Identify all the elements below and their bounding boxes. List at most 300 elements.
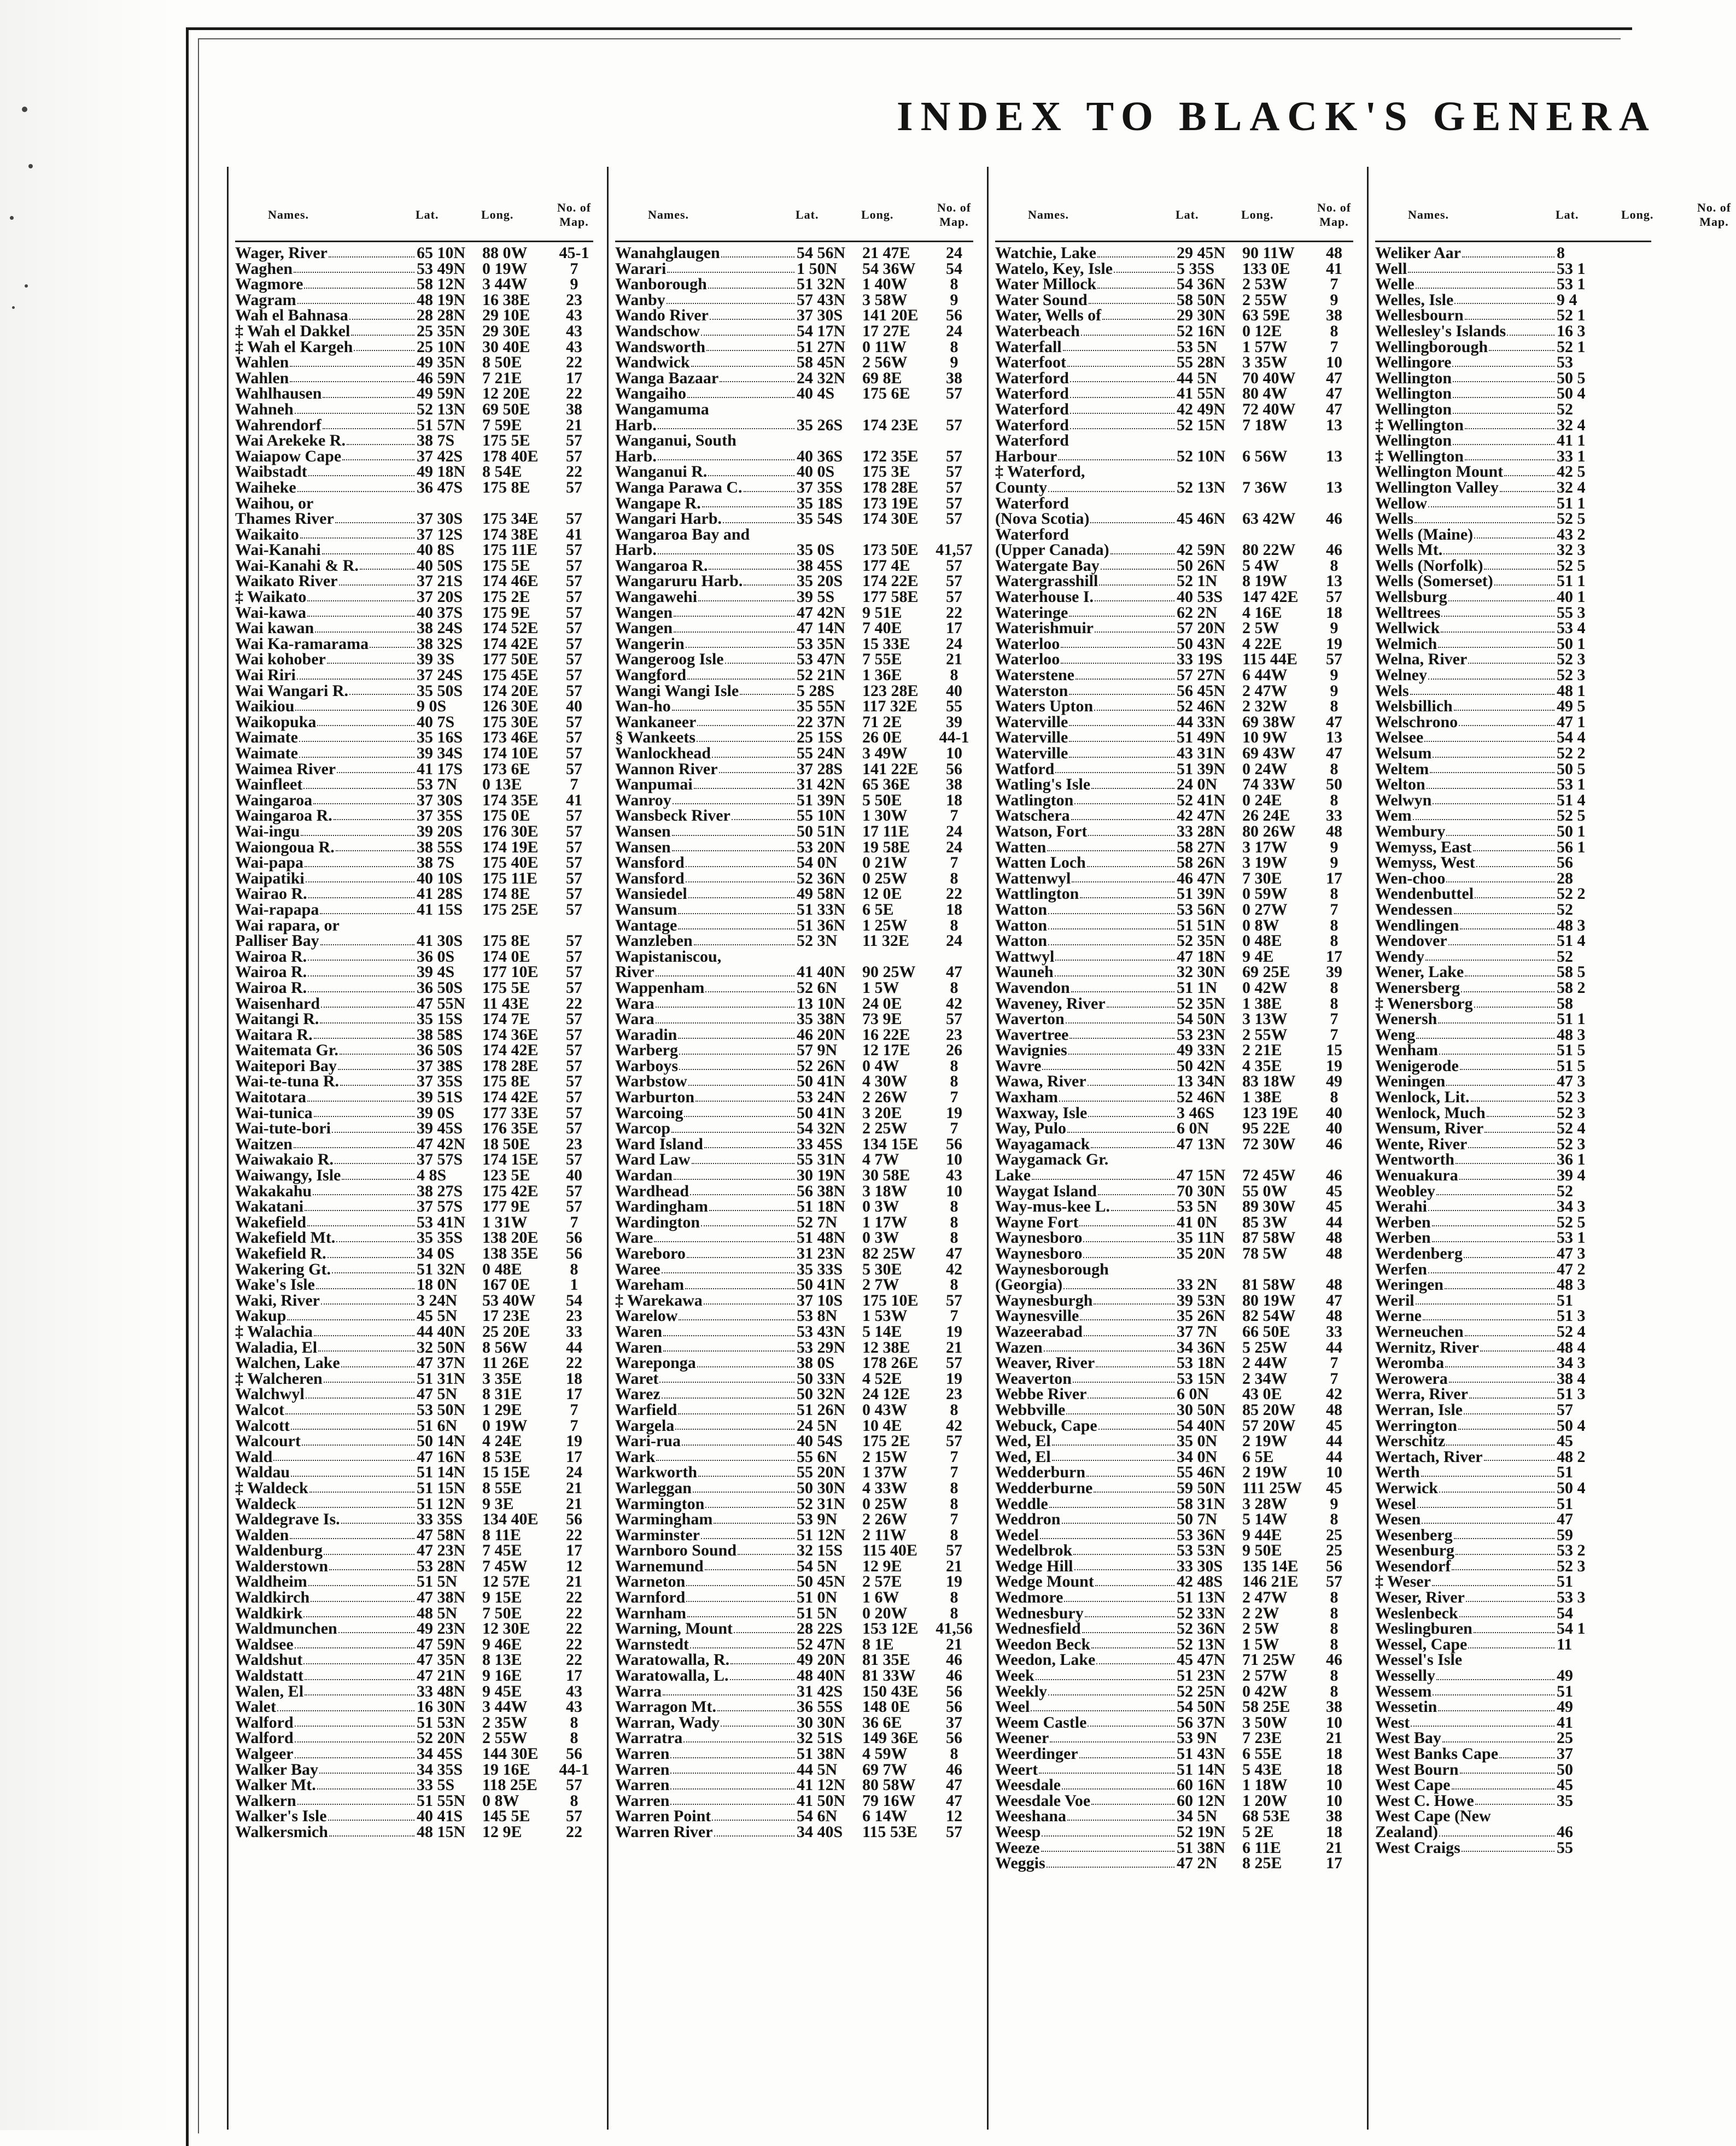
entry-longitude: 79 16W — [862, 1791, 916, 1810]
entry-name: Wangi Wangi Isle — [615, 683, 796, 699]
entry-latitude: 54 17N — [797, 321, 846, 340]
entry-latitude: 49 20N — [797, 1651, 846, 1669]
index-entry — [995, 964, 1353, 980]
index-entry — [995, 1574, 1353, 1590]
entry-latitude: 32 30N — [1177, 963, 1226, 981]
index-entry — [995, 1246, 1353, 1262]
index-entry — [1375, 402, 1651, 418]
entry-latitude: 37 35S — [417, 1072, 463, 1091]
index-entry — [615, 902, 973, 918]
entry-latitude: 50 14N — [417, 1432, 466, 1451]
index-entry — [1375, 1449, 1651, 1465]
index-entry — [995, 1730, 1353, 1746]
entry-map-number: 7 — [950, 1447, 958, 1466]
entry-latitude: 59 — [1557, 1525, 1573, 1544]
entry-name: Wai-tute-bori — [235, 1121, 416, 1137]
entry-name: Wakatani — [235, 1199, 416, 1215]
entry-name: County — [995, 480, 1176, 496]
entry-latitude: 53 9N — [1177, 1729, 1218, 1747]
entry-latitude: 55 3 — [1557, 603, 1586, 622]
entry-name: Wardan — [615, 1168, 796, 1184]
entry-latitude: 40 1 — [1557, 588, 1586, 606]
entry-name: Wedge Hill — [995, 1559, 1176, 1575]
index-entry — [995, 1074, 1353, 1090]
entry-map-number: 8 — [950, 1745, 958, 1763]
index-entry — [615, 1715, 973, 1731]
index-entry — [1375, 449, 1651, 465]
entry-longitude: 26 0E — [862, 728, 902, 747]
entry-name: Wargela — [615, 1418, 796, 1434]
entry-longitude: 150 43E — [862, 1682, 919, 1700]
entry-longitude: 72 40W — [1242, 400, 1296, 418]
entry-latitude: 50 1 — [1557, 634, 1586, 653]
index-entry — [1375, 1293, 1651, 1309]
index-entry — [1375, 1355, 1651, 1371]
index-entry — [995, 933, 1353, 949]
entry-name: Wellington — [1375, 371, 1556, 387]
entry-name: Warmington — [615, 1496, 796, 1512]
entry-latitude: 50 43N — [1177, 634, 1226, 653]
entry-map-number: 57 — [566, 603, 582, 622]
entry-map-number: 54 — [946, 259, 962, 278]
entry-map-number: 44-1 — [559, 1760, 589, 1779]
entry-map-number: 7 — [1330, 1025, 1338, 1044]
entry-map-number: 40 — [1326, 1119, 1342, 1138]
entry-latitude: 47 2N — [1177, 1854, 1218, 1873]
entry-latitude: 51 3 — [1557, 1385, 1586, 1404]
entry-latitude: 51 1N — [1177, 978, 1218, 997]
index-entry — [1375, 245, 1651, 261]
entry-map-number: 46 — [946, 1651, 962, 1669]
index-entry — [1375, 683, 1651, 699]
entry-name: Wakefield Mt. — [235, 1230, 416, 1246]
entry-name: Wattenwyl — [995, 871, 1176, 887]
entry-map-number: 56 — [566, 1510, 582, 1529]
entry-name: Waisenhard — [235, 996, 416, 1012]
entry-latitude: 51 26N — [797, 1400, 846, 1419]
entry-name: Weliker Aar — [1375, 245, 1556, 261]
entry-name: Weert — [995, 1762, 1176, 1778]
entry-name: Walkersmich — [235, 1825, 416, 1840]
entry-name: Wah el Bahnasa — [235, 308, 416, 324]
column-header — [235, 167, 593, 242]
entry-name: Warminster — [615, 1528, 796, 1543]
entry-latitude: 52 3 — [1557, 650, 1586, 669]
entry-map-number: 44 — [1326, 1432, 1342, 1451]
entry-map-number: 9 — [570, 275, 578, 294]
entry-map-number: 8 — [950, 978, 958, 997]
index-entry — [995, 355, 1353, 371]
entry-map-number: 47 — [1326, 1291, 1342, 1309]
entry-longitude: 2 19W — [1242, 1432, 1288, 1451]
entry-map-number: 22 — [566, 463, 582, 481]
entry-name: Weslingburen — [1375, 1621, 1556, 1637]
entry-latitude: 38 4 — [1557, 1369, 1586, 1388]
index-entry — [615, 621, 973, 636]
entry-latitude: 39 4S — [417, 963, 455, 981]
entry-map-number: 7 — [1330, 1369, 1338, 1388]
entry-longitude: 0 19W — [482, 259, 528, 278]
entry-latitude: 54 32N — [797, 1119, 846, 1138]
entry-latitude: 45 5N — [417, 1307, 458, 1325]
entry-latitude: 40 7S — [417, 712, 455, 731]
index-entry — [235, 980, 593, 996]
entry-longitude: 11 43E — [482, 994, 529, 1013]
entry-map-number: 44 — [1326, 1213, 1342, 1231]
entry-name: Wahlhausen — [235, 386, 416, 402]
entry-map-number: 57 — [566, 510, 582, 528]
index-entry — [1375, 777, 1651, 793]
entry-latitude: 41 28S — [417, 885, 463, 903]
entry-longitude: 177 50E — [482, 650, 539, 669]
entry-name: Waterford — [995, 494, 1069, 512]
entry-name: Waipatiki — [235, 871, 416, 887]
entry-name: Wakup — [235, 1308, 416, 1324]
entry-latitude: 37 35S — [417, 806, 463, 825]
entry-name: Lake — [995, 1168, 1176, 1184]
entry-name: Waynesborough — [995, 1260, 1109, 1278]
entry-map-number: 22 — [946, 885, 962, 903]
index-entry — [235, 1512, 593, 1528]
entry-name: Wardhead — [615, 1184, 796, 1200]
entry-longitude: 174 20E — [482, 681, 539, 700]
entry-latitude: 50 4 — [1557, 1478, 1586, 1497]
entry-name: Wara — [615, 996, 796, 1012]
entry-name: Watlington — [995, 793, 1176, 809]
entry-name: Wakering Gt. — [235, 1262, 416, 1278]
index-entry — [615, 1121, 973, 1137]
entry-longitude: 19 58E — [862, 838, 910, 856]
entry-name: Welton — [1375, 777, 1556, 793]
index-entry — [1375, 337, 1651, 356]
entry-name: Wessetin — [1375, 1699, 1556, 1715]
entry-name: Wara — [615, 1011, 796, 1027]
scan-speck — [25, 284, 28, 288]
index-entry — [995, 1137, 1353, 1153]
entry-latitude: 53 43N — [797, 1322, 846, 1341]
entry-name: Waren — [615, 1340, 796, 1356]
entry-map-number: 8 — [570, 1791, 578, 1810]
entry-latitude: 51 39N — [797, 791, 846, 809]
entry-latitude: 50 32N — [797, 1385, 846, 1404]
entry-longitude: 53 40W — [482, 1291, 536, 1309]
entry-latitude: 49 33N — [1177, 1041, 1226, 1060]
entry-map-number: 57 — [566, 556, 582, 575]
index-entry — [995, 1152, 1353, 1168]
entry-latitude: 41 — [1557, 1713, 1573, 1732]
entry-name: Wenlock, Lit. — [1375, 1090, 1556, 1106]
entry-longitude: 1 29E — [482, 1400, 522, 1419]
index-entry — [1375, 824, 1651, 840]
index-entry — [615, 261, 973, 277]
entry-latitude: 47 3 — [1557, 1072, 1586, 1091]
entry-name: Waladia, El — [235, 1340, 416, 1356]
entry-name: Wager, River — [235, 245, 416, 261]
index-entry — [995, 496, 1353, 512]
entry-latitude: 40 8S — [417, 541, 455, 559]
entry-name: Wensum, River — [1375, 1121, 1556, 1137]
entry-latitude: 41 15S — [417, 900, 463, 919]
index-entry — [995, 1418, 1353, 1434]
entry-latitude: 9 4 — [1557, 290, 1577, 309]
entry-map-number: 57 — [566, 963, 582, 981]
index-entry — [235, 918, 593, 934]
entry-longitude: 7 21E — [482, 369, 522, 387]
entry-latitude: 54 5N — [797, 1557, 838, 1575]
entry-map-number: 57 — [566, 572, 582, 590]
index-entry — [1375, 290, 1651, 309]
index-entry — [995, 1793, 1353, 1809]
index-entry — [1375, 1277, 1651, 1293]
entry-name: Waiapow Cape — [235, 449, 416, 465]
entry-longitude: 176 35E — [482, 1119, 539, 1138]
entry-latitude: 35 33S — [797, 1260, 843, 1278]
index-entry — [615, 1043, 973, 1059]
entry-name: Waygamack Gr. — [995, 1150, 1109, 1169]
entry-map-number: 43 — [566, 1682, 582, 1700]
index-entry — [235, 1434, 593, 1449]
entry-map-number: 8 — [1330, 885, 1338, 903]
entry-longitude: 5 4W — [1242, 556, 1279, 575]
index-entry — [235, 1621, 593, 1637]
entry-longitude: 175 5E — [482, 978, 530, 997]
entry-latitude: 39 34S — [417, 744, 463, 762]
entry-name: Waren — [615, 1324, 796, 1340]
entry-latitude: 47 16N — [417, 1447, 466, 1466]
entry-longitude: 173 19E — [862, 494, 919, 512]
entry-longitude: 144 30E — [482, 1745, 539, 1763]
entry-map-number: 48 — [1326, 1276, 1342, 1294]
entry-name: Wanborough — [615, 277, 796, 293]
entry-latitude: 54 — [1557, 1604, 1573, 1622]
entry-longitude: 7 18W — [1242, 416, 1288, 434]
entry-latitude: 39 45S — [417, 1119, 463, 1138]
entry-latitude: 59 50N — [1177, 1478, 1226, 1497]
entry-name: Wenham — [1375, 1043, 1556, 1059]
entry-latitude: 38 0S — [797, 1354, 835, 1372]
entry-longitude: 88 0W — [482, 244, 528, 262]
entry-latitude: 51 38N — [1177, 1838, 1226, 1857]
entry-latitude: 55 31N — [797, 1150, 846, 1169]
index-entry — [995, 1525, 1353, 1544]
entry-name: Welwyn — [1375, 793, 1556, 809]
entry-name: Waitzen — [235, 1137, 416, 1153]
entry-name: Walker's Isle — [235, 1809, 416, 1825]
entry-latitude: 47 1 — [1557, 712, 1586, 731]
entry-latitude: 51 — [1557, 1494, 1573, 1513]
entry-name: Wellesbourn — [1375, 308, 1556, 324]
entry-longitude: 175 34E — [482, 510, 539, 528]
entry-latitude: 31 42S — [797, 1682, 843, 1700]
entry-latitude: 57 27N — [1177, 666, 1226, 685]
entry-map-number: 7 — [950, 1119, 958, 1138]
index-entry — [235, 1215, 593, 1231]
index-entry — [995, 840, 1353, 856]
entry-name: Walet — [235, 1699, 416, 1715]
entry-name: Warburton — [615, 1090, 796, 1106]
entry-latitude: 51 57N — [417, 416, 466, 434]
entry-name: Wai-kawa — [235, 605, 416, 621]
entry-latitude: 37 28S — [797, 759, 843, 778]
entry-name: Wai-Kanahi & R. — [235, 558, 416, 574]
index-columns — [227, 167, 1732, 2130]
entry-map-number: 43 — [566, 1698, 582, 1716]
entry-longitude: 2 47W — [1242, 1588, 1288, 1607]
entry-name: Wavre — [995, 1059, 1176, 1074]
entry-map-number: 19 — [946, 1103, 962, 1122]
entry-name: Wesenburg — [1375, 1543, 1556, 1559]
entry-latitude: 3 46S — [1177, 1103, 1215, 1122]
index-entry — [615, 1496, 973, 1512]
index-entry — [995, 1262, 1353, 1278]
entry-map-number: 41 — [566, 525, 582, 543]
entry-map-number: 45 — [1326, 1197, 1342, 1216]
index-entry — [1375, 1543, 1651, 1559]
entry-name: Warren — [615, 1746, 796, 1762]
index-entry — [615, 402, 973, 418]
entry-latitude: 35 50S — [417, 681, 463, 700]
entry-map-number: 8 — [950, 1229, 958, 1247]
entry-map-number: 45 — [1326, 1182, 1342, 1200]
entry-longitude: 90 11W — [1242, 244, 1295, 262]
entry-map-number: 24 — [566, 1463, 582, 1482]
entry-latitude: 33 30S — [1177, 1557, 1223, 1575]
index-entry — [615, 840, 973, 856]
entry-longitude: 5 2E — [1242, 1822, 1274, 1841]
index-entry — [995, 1103, 1353, 1122]
entry-latitude: 56 38N — [797, 1182, 846, 1200]
entry-name: Watergrasshill — [995, 574, 1176, 589]
entry-map-number: 22 — [566, 994, 582, 1013]
column-header — [995, 167, 1353, 242]
index-entry — [1375, 1308, 1651, 1324]
entry-latitude: 51 55N — [417, 1791, 466, 1810]
entry-latitude: 47 15N — [1177, 1166, 1226, 1185]
entry-map-number: 56 — [946, 1729, 962, 1747]
entry-name: Warren — [615, 1777, 796, 1793]
entry-map-number: 33 — [566, 1322, 582, 1341]
entry-map-number: 8 — [1330, 994, 1338, 1013]
entry-longitude: 69 8E — [862, 369, 902, 387]
entry-map-number: 57 — [946, 494, 962, 512]
index-entry — [1375, 1512, 1651, 1528]
entry-latitude: 41 17S — [417, 759, 463, 778]
entry-longitude: 3 13W — [1242, 1010, 1288, 1028]
index-entry — [1375, 1793, 1651, 1809]
index-entry — [235, 855, 593, 871]
entry-map-number: 48 — [1326, 1307, 1342, 1325]
index-entry — [615, 464, 973, 480]
entry-name: Walcott — [235, 1418, 416, 1434]
entry-latitude: 60 16N — [1177, 1776, 1226, 1794]
index-entry — [995, 1606, 1353, 1622]
entry-longitude: 115 53E — [862, 1822, 917, 1841]
entry-longitude: 174 15E — [482, 1150, 539, 1169]
entry-longitude: 0 48E — [482, 1260, 522, 1278]
entry-latitude: 52 1 — [1557, 337, 1586, 356]
entry-longitude: 1 57W — [1242, 337, 1288, 356]
index-entry — [1375, 1809, 1651, 1825]
entry-map-number: 57 — [566, 947, 582, 966]
entry-name: Wellington — [1375, 402, 1556, 418]
entry-name: Waynesboro — [995, 1230, 1176, 1246]
entry-map-number: 40 — [946, 681, 962, 700]
entry-name: Weaverton — [995, 1371, 1176, 1387]
entry-latitude: 50 41N — [797, 1072, 846, 1091]
entry-map-number: 22 — [946, 603, 962, 622]
entry-longitude: 174 42E — [482, 1088, 539, 1107]
entry-name: Warelow — [615, 1308, 796, 1324]
index-entry — [615, 605, 973, 621]
index-entry — [235, 1668, 593, 1684]
entry-longitude: 0 59W — [1242, 885, 1288, 903]
entry-map-number: 56 — [946, 306, 962, 325]
entry-name: Wateringe — [995, 605, 1176, 621]
entry-longitude: 17 11E — [862, 822, 909, 840]
entry-longitude: 9 46E — [482, 1635, 522, 1653]
entry-longitude: 70 40W — [1242, 369, 1296, 387]
entry-longitude: 18 50E — [482, 1135, 530, 1153]
entry-map-number: 10 — [1326, 1776, 1342, 1794]
entry-latitude: 52 3 — [1557, 666, 1586, 685]
index-entry — [995, 542, 1353, 558]
index-entry — [1375, 1478, 1651, 1497]
entry-name: ‡ Wenersborg — [1375, 996, 1556, 1012]
entry-name: Welsee — [1375, 730, 1556, 746]
entry-longitude: 177 58E — [862, 588, 919, 606]
entry-longitude: 11 32E — [862, 932, 909, 950]
entry-map-number: 19 — [946, 1322, 962, 1341]
entry-map-number: 22 — [566, 1635, 582, 1653]
entry-longitude: 8 31E — [482, 1385, 522, 1404]
entry-name: Wendy — [1375, 949, 1556, 965]
entry-latitude: 35 18S — [797, 494, 843, 512]
index-entry — [1375, 1822, 1651, 1841]
entry-map-number: 57 — [566, 1182, 582, 1200]
entry-map-number: 57 — [946, 1354, 962, 1372]
entry-longitude: 174 0E — [482, 947, 530, 966]
index-entry — [995, 574, 1353, 589]
index-entry — [615, 636, 973, 652]
entry-longitude: 2 34W — [1242, 1369, 1288, 1388]
index-entry — [235, 1684, 593, 1700]
index-entry — [1375, 496, 1651, 512]
entry-latitude: 52 — [1557, 900, 1573, 919]
entry-latitude: 40 4S — [797, 384, 835, 403]
entry-name: Wairao R. — [235, 886, 416, 902]
entry-map-number: 8 — [570, 1260, 578, 1278]
entry-latitude: 49 58N — [797, 885, 846, 903]
index-entry — [995, 746, 1353, 762]
entry-latitude: 51 23N — [1177, 1666, 1226, 1685]
index-entry — [995, 321, 1353, 340]
entry-latitude: 37 7N — [1177, 1322, 1218, 1341]
index-entry — [995, 793, 1353, 809]
entry-name: Water, Wells of — [995, 308, 1176, 324]
index-entry — [615, 964, 973, 980]
entry-name: Wellington Valley — [1375, 480, 1556, 496]
entry-name: Waitemata Gr. — [235, 1043, 416, 1059]
entry-name: ‡ Waldeck — [235, 1481, 416, 1496]
entry-name: Wari-rua — [615, 1434, 796, 1449]
entry-name: Wed, El — [995, 1434, 1176, 1449]
entry-map-number: 9 — [1330, 619, 1338, 638]
entry-latitude: 18 0N — [417, 1276, 458, 1294]
entry-longitude: 15 33E — [862, 634, 910, 653]
index-entry — [615, 949, 973, 965]
index-entry — [235, 1699, 593, 1715]
index-entry — [615, 1652, 973, 1668]
